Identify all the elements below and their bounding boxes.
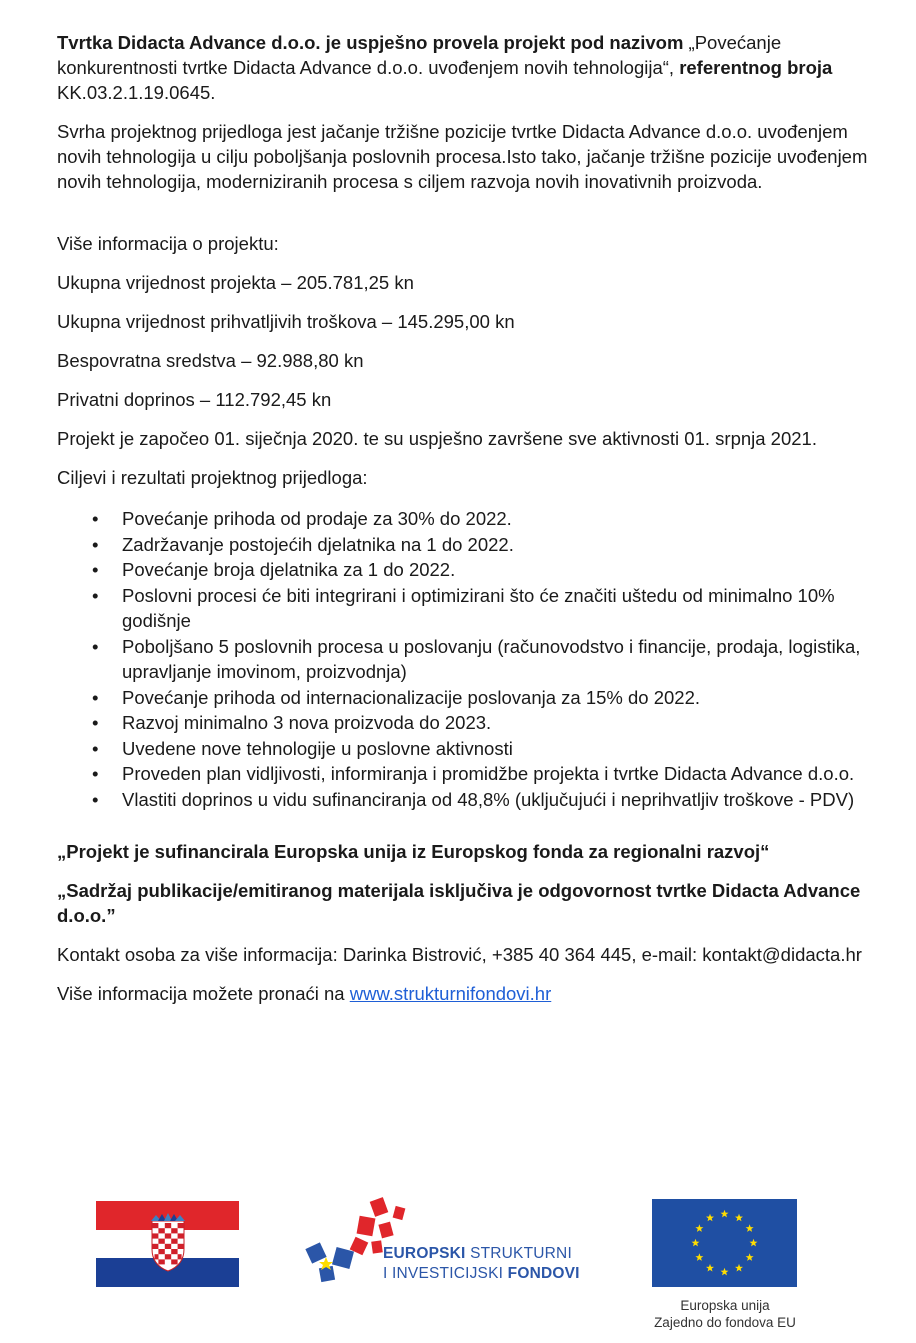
bullet-icon: • bbox=[92, 763, 99, 784]
list-item: • Povećanje broja djelatnika za 1 do 2022. bbox=[122, 557, 877, 583]
document-body bbox=[57, 30, 877, 1020]
list-item: • Zadržavanje postojećih djelatnika na 1 do 2022. bbox=[122, 532, 877, 558]
private-contribution: Privatni doprinos – 112.792,45 kn bbox=[57, 389, 332, 410]
esif-logo-text: EUROPSKI STRUKTURNI I INVESTICIJSKI FONDOVI bbox=[383, 1245, 580, 1282]
bullet-icon: • bbox=[92, 737, 99, 759]
list-item: • Razvoj minimalno 3 nova proizvoda do 2023. bbox=[122, 710, 877, 736]
intro-bold-2: referentnog broja bbox=[679, 57, 833, 78]
bullet-icon: • bbox=[92, 788, 99, 810]
goals-heading: Ciljevi i rezultati projektnog prijedloga: bbox=[57, 467, 368, 488]
intro-bold-1: Tvrtka Didacta Advance d.o.o. je uspješno provela projekt pod nazivom bbox=[57, 32, 684, 53]
list-item: • Proveden plan vidljivosti, informiranja i promidžbe projekta i tvrtke Didacta Advance d.o.o. bbox=[122, 761, 877, 787]
bullet-icon: • bbox=[92, 533, 99, 555]
eu-flag-logo bbox=[652, 1199, 797, 1287]
list-item: • Poslovni procesi će biti integrirani i optimizirani što će značiti uštedu od minimalno 10% godišnje bbox=[92, 584, 835, 631]
list-item: • Povećanje prihoda od internacionalizacije poslovanja za 15% do 2022. bbox=[122, 685, 877, 711]
list-item: • Poboljšano 5 poslovnih procesa u poslovanju (računovodstvo i financije, prodaja, logistika, upravljanje imovinom, proizvodnja) bbox=[92, 635, 861, 682]
more-info-line bbox=[57, 981, 877, 1006]
info-heading: Više informacija o projektu: bbox=[57, 233, 279, 254]
cofinanced-statement: „Projekt je sufinancirala Europska unija iz Europskog fonda za regionalni razvoj“ bbox=[57, 841, 770, 862]
intro-project-name: „Povećanje konkurentnosti tvrtke Didacta Advance d.o.o. uvođenjem novih tehnologija“, bbox=[57, 32, 782, 78]
grant-amount: Bespovratna sredstva – 92.988,80 kn bbox=[57, 350, 364, 371]
intro-paragraph bbox=[57, 30, 877, 105]
bullet-icon: • bbox=[92, 712, 99, 733]
eu-caption: Europska unija Zajedno do fondova EU bbox=[654, 1298, 796, 1330]
goals-list bbox=[57, 506, 877, 812]
croatian-flag-logo bbox=[96, 1201, 239, 1287]
bullet-icon: • bbox=[92, 508, 99, 529]
total-value: Ukupna vrijednost projekta – 205.781,25 kn bbox=[57, 272, 414, 293]
list-item: • Uvedene nove tehnologije u poslovne aktivnosti bbox=[122, 736, 877, 762]
bullet-icon: • bbox=[92, 584, 99, 606]
contact-info: Kontakt osoba za više informacija: Darinka Bistrović, +385 40 364 445, e-mail: kontakt@didacta.hr bbox=[57, 944, 862, 965]
disclaimer-statement: „Sadržaj publikacije/emitiranog materijala isključiva je odgovornost tvrtke Didacta Advance d.o.o.” bbox=[57, 880, 861, 926]
more-info-text: Više informacija možete pronaći na bbox=[57, 983, 350, 1004]
purpose-paragraph: Svrha projektnog prijedloga jest jačanje tržišne pozicije tvrtke Didacta Advance d.o.o. uvođenjem novih tehnologija u cilju poboljšanja poslovnih procesa.Isto tako, jačanje tržišne pozicije uvođenjem novih tehnologija, moderniziranih procesa s ciljem razvoja novih inovativnih proizvoda. bbox=[57, 121, 868, 192]
bullet-icon: • bbox=[92, 559, 99, 580]
intro-reference-number: KK.03.2.1.19.0645. bbox=[57, 82, 216, 103]
bullet-icon: • bbox=[92, 635, 99, 657]
bullet-icon: • bbox=[92, 686, 99, 708]
strukturnifondovi-link[interactable]: www.strukturnifondovi.hr bbox=[349, 983, 552, 1004]
list-item: • Vlastiti doprinos u vidu sufinanciranja od 48,8% (uključujući i neprihvatljiv troškove - PDV) bbox=[122, 787, 877, 813]
eligible-costs: Ukupna vrijednost prihvatljivih troškova – 145.295,00 kn bbox=[57, 311, 515, 332]
list-item: • Povećanje prihoda od prodaje za 30% do 2022. bbox=[122, 506, 877, 532]
project-timeline: Projekt je započeo 01. siječnja 2020. te su uspješno završene sve aktivnosti 01. srpnja 2021. bbox=[57, 428, 817, 449]
